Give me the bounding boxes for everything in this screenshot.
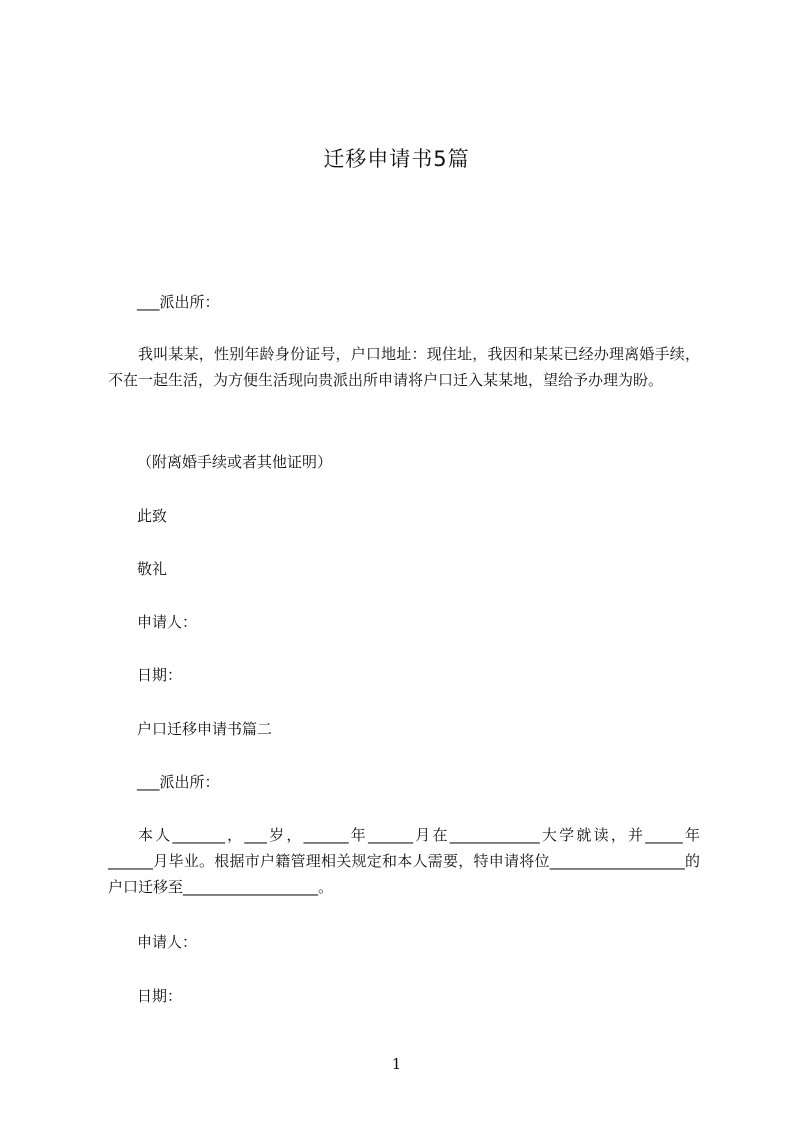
section2-date-label: 日期： — [137, 987, 183, 1005]
section1-addressee: ___派出所： — [137, 293, 220, 311]
section1-closing-cizhi: 此致 — [137, 507, 168, 525]
section1-date-label: 日期： — [137, 666, 183, 684]
document-title: 迁移申请书5篇 — [323, 147, 470, 171]
section2-addressee: ___派出所： — [137, 773, 220, 791]
section1-applicant-label: 申请人： — [137, 613, 198, 631]
section2-heading: 户口迁移申请书篇二 — [137, 720, 273, 738]
section1-body-paragraph: 我叫某某，性别年龄身份证号，户口地址：现住址，我因和某某已经办理离婚手续，不在一起生活，为方便生活现向贵派出所申请将户口迁入某某地，望给予办理为盼。 — [108, 345, 700, 389]
section1-closing-jingli: 敬礼 — [137, 560, 168, 578]
section1-attachment-note: （附离婚手续或者其他证明） — [137, 453, 333, 471]
section2-applicant-label: 申请人： — [137, 933, 198, 951]
page-number: 1 — [391, 1055, 402, 1073]
section2-body-paragraph: 本人_______，___岁，______年______月在____________大学就读，并_____年______月毕业。根据市户籍管理相关规定和本人需要，特申请将位__________________的户口迁移至__________________。 — [108, 826, 700, 896]
